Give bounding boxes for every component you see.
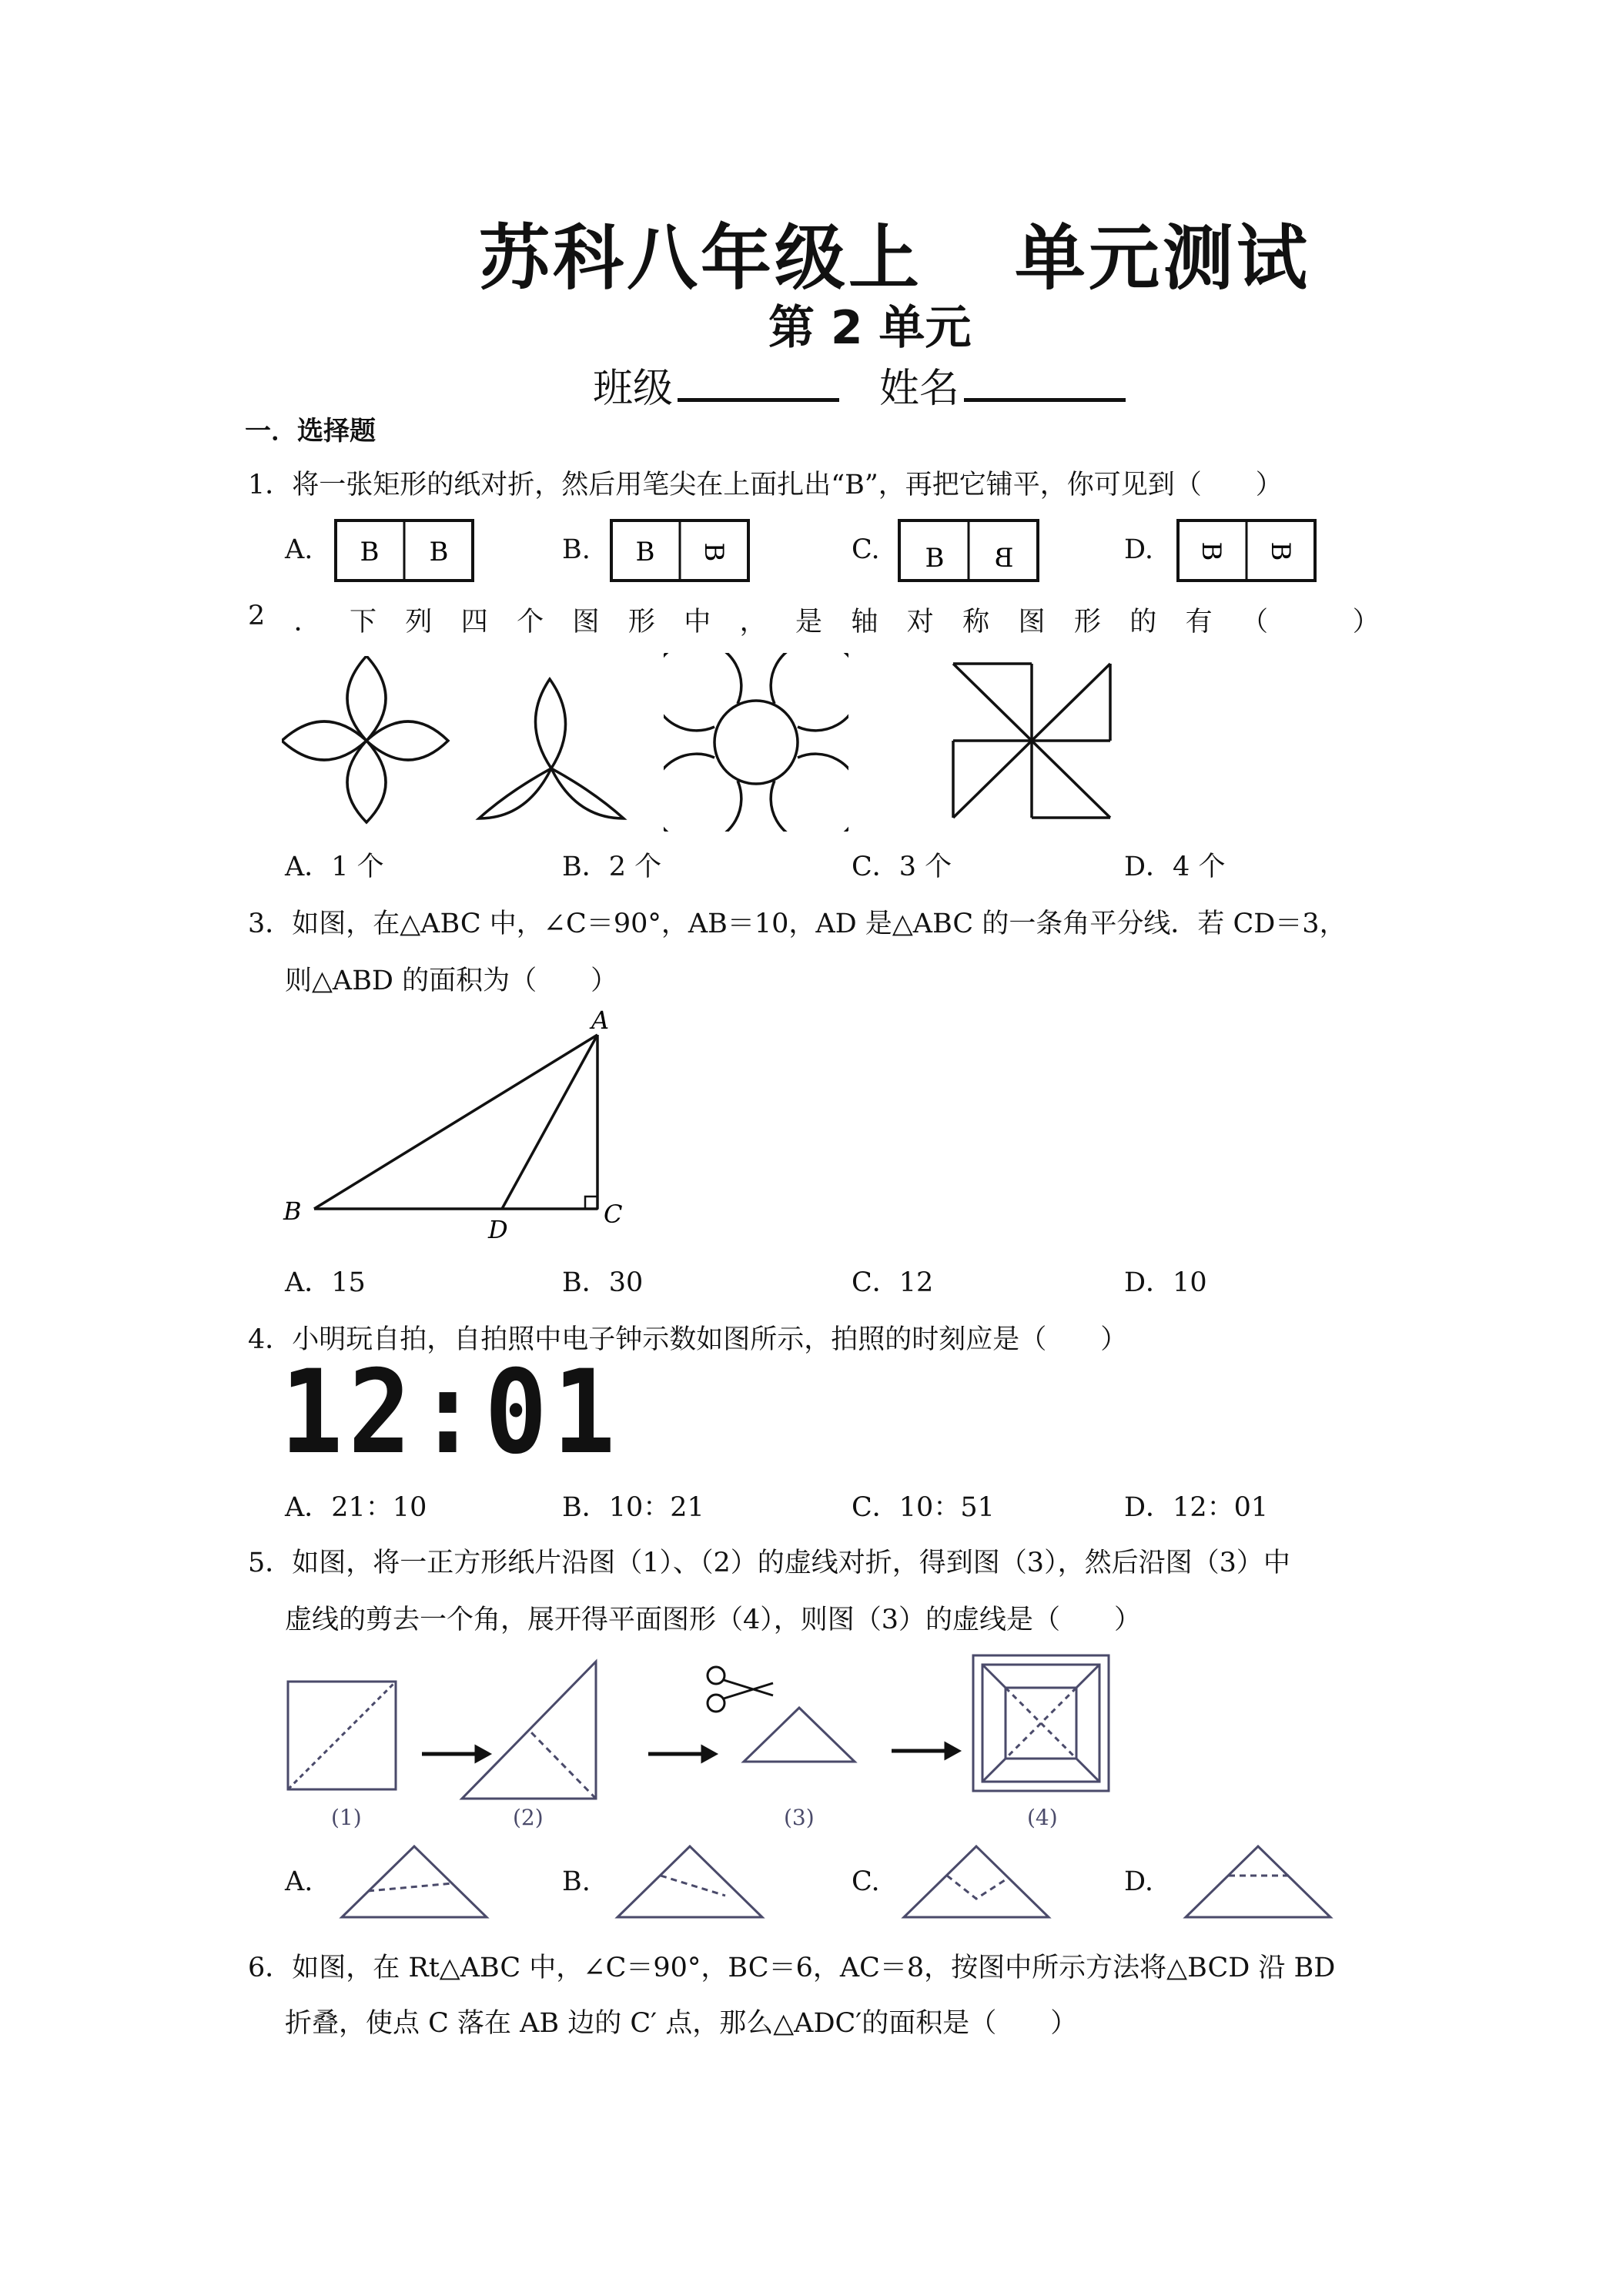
q4-text: 4．小明玩自拍，自拍照中电子钟示数如图所示，拍照的时刻应是（ ）: [248, 1324, 1128, 1355]
q2-char: （: [1241, 607, 1269, 638]
q5-option-a-figure: [337, 1840, 491, 1925]
class-field: [593, 356, 839, 413]
q5-fig2-label: (2): [513, 1805, 544, 1830]
q5-line2: 虚线的剪去一个角，展开得平面图形（4），则图（3）的虚线是（ ）: [285, 1605, 1142, 1635]
q3-option-d: D．10: [1124, 1267, 1207, 1298]
class-blank: [678, 364, 839, 402]
q3-label-c: C: [604, 1200, 623, 1229]
title-right: 单元测试: [1015, 217, 1311, 300]
q2-char: ）: [1352, 607, 1380, 638]
class-label: 班级: [593, 366, 674, 412]
q2-option-c: C．3 个: [852, 852, 952, 882]
q4-option-a: A．21：10: [285, 1492, 427, 1523]
q1-option-d-figure: [1176, 519, 1317, 582]
q3-label-a: A: [591, 1006, 610, 1035]
q1-a-left-letter: B: [360, 537, 380, 567]
q2-char: 2: [248, 601, 266, 631]
q1-b-left-letter: B: [635, 537, 655, 567]
q2-option-d: D．4 个: [1124, 852, 1226, 882]
q4-digital-clock: 12:01: [280, 1346, 621, 1480]
q5-fig3-label: (3): [784, 1805, 815, 1830]
q1-a-right-letter: B: [429, 537, 449, 567]
q2-figure-three-petal: [474, 676, 628, 822]
q1-d-right-letter: B: [1265, 541, 1296, 561]
q5-option-c-figure: [899, 1840, 1053, 1925]
q1-option-b-label: B.: [562, 534, 591, 565]
q1-option-d-label: D.: [1124, 534, 1153, 565]
q2-char: 四: [460, 607, 488, 638]
q5-option-a-label: A.: [285, 1866, 313, 1897]
q3-triangle-figure: [277, 1001, 639, 1247]
q2-char: 称: [962, 607, 990, 638]
q5-option-b-label: B.: [562, 1866, 591, 1897]
name-field: [879, 356, 1126, 413]
q2-text: [248, 601, 1380, 639]
q1-c-right-letter: B: [994, 543, 1014, 574]
q2-char: 下: [350, 607, 377, 638]
q2-char: 轴: [851, 607, 878, 638]
q4-option-d: D．12：01: [1124, 1492, 1269, 1523]
name-blank: [964, 364, 1126, 402]
unit-title: 第 2 单元: [768, 301, 972, 355]
q1-option-b-figure: [610, 519, 750, 582]
q1-option-c-label: C.: [852, 534, 880, 565]
q3-option-b: B．30: [562, 1267, 644, 1298]
title-left: 苏科八年级上: [479, 217, 923, 300]
q3-line1: 3．如图，在△ABC 中，∠C＝90°，AB＝10，AD 是△ABC 的一条角平分线．若 CD＝3，: [248, 909, 1347, 939]
q3-option-a: A．15: [285, 1267, 366, 1298]
q3-label-d: D: [488, 1215, 508, 1244]
q2-char: 中: [684, 607, 711, 638]
q3-option-c: C．12: [852, 1267, 934, 1298]
q2-char: 图: [1018, 607, 1046, 638]
q2-char: 对: [906, 607, 934, 638]
q2-char: 是: [795, 607, 823, 638]
q5-fig3-triangle: [744, 1708, 855, 1762]
q4-option-b: B．10：21: [562, 1492, 704, 1523]
q2-figure-circles: [664, 653, 848, 832]
q3-line2: 则△ABD 的面积为（ ）: [285, 966, 618, 996]
q5-option-b-figure: [613, 1840, 767, 1925]
q2-figure-four-petal: [282, 656, 451, 825]
q5-fig1-label: (1): [331, 1805, 362, 1830]
q2-option-a: A．1 个: [285, 852, 384, 882]
q3-label-b: B: [283, 1197, 302, 1226]
q1-option-a-figure: [334, 519, 474, 582]
q5-option-d-figure: [1181, 1840, 1335, 1925]
q2-char: [1297, 601, 1323, 639]
q2-char: 形: [1073, 607, 1101, 638]
q5-fig4-label: (4): [1027, 1805, 1058, 1830]
q5-fig2-triangle: [462, 1662, 596, 1799]
q1-b-right-letter: B: [698, 542, 729, 562]
q1-d-left-letter: B: [1196, 541, 1226, 561]
q2-char: ，: [739, 607, 767, 638]
q5-line1: 5．如图，将一正方形纸片沿图（1）、（2）的虚线对折，得到图（3），然后沿图（3）中: [248, 1548, 1290, 1578]
q1-option-a-label: A.: [285, 534, 313, 565]
q6-line1: 6．如图，在 Rt△ABC 中，∠C＝90°，BC＝6，AC＝8，按图中所示方法将△BCD 沿 BD: [248, 1953, 1336, 1983]
q2-char: ．: [293, 607, 321, 638]
q2-figure-pinwheel: [949, 659, 1119, 822]
q5-folding-figure: [280, 1648, 1127, 1840]
q1-c-left-letter: B: [925, 543, 945, 574]
q2-char: 有: [1185, 607, 1213, 638]
q4-option-c: C．10：51: [852, 1492, 995, 1523]
name-label: 姓名: [879, 366, 960, 412]
section-title: 一．选择题: [245, 416, 376, 447]
q5-fig4-pattern: [973, 1655, 1109, 1791]
q6-line2: 折叠，使点 C 落在 AB 边的 C′ 点，那么△ADC′的面积是（ ）: [285, 2008, 1078, 2039]
q2-char: 图: [572, 607, 600, 638]
q2-char: 列: [405, 607, 433, 638]
q1-text: 1．将一张矩形的纸对折，然后用笔尖在上面扎出“B”，再把它铺平，你可见到（ ）: [248, 470, 1283, 500]
q2-char: 形: [627, 607, 655, 638]
q1-option-c-figure: [898, 519, 1039, 582]
q2-char: 的: [1129, 607, 1157, 638]
q5-option-d-label: D.: [1124, 1866, 1153, 1897]
scissors-icon: [708, 1667, 773, 1712]
q2-option-b: B．2 个: [562, 852, 662, 882]
q2-char: 个: [517, 607, 544, 638]
q5-option-c-label: C.: [852, 1866, 880, 1897]
